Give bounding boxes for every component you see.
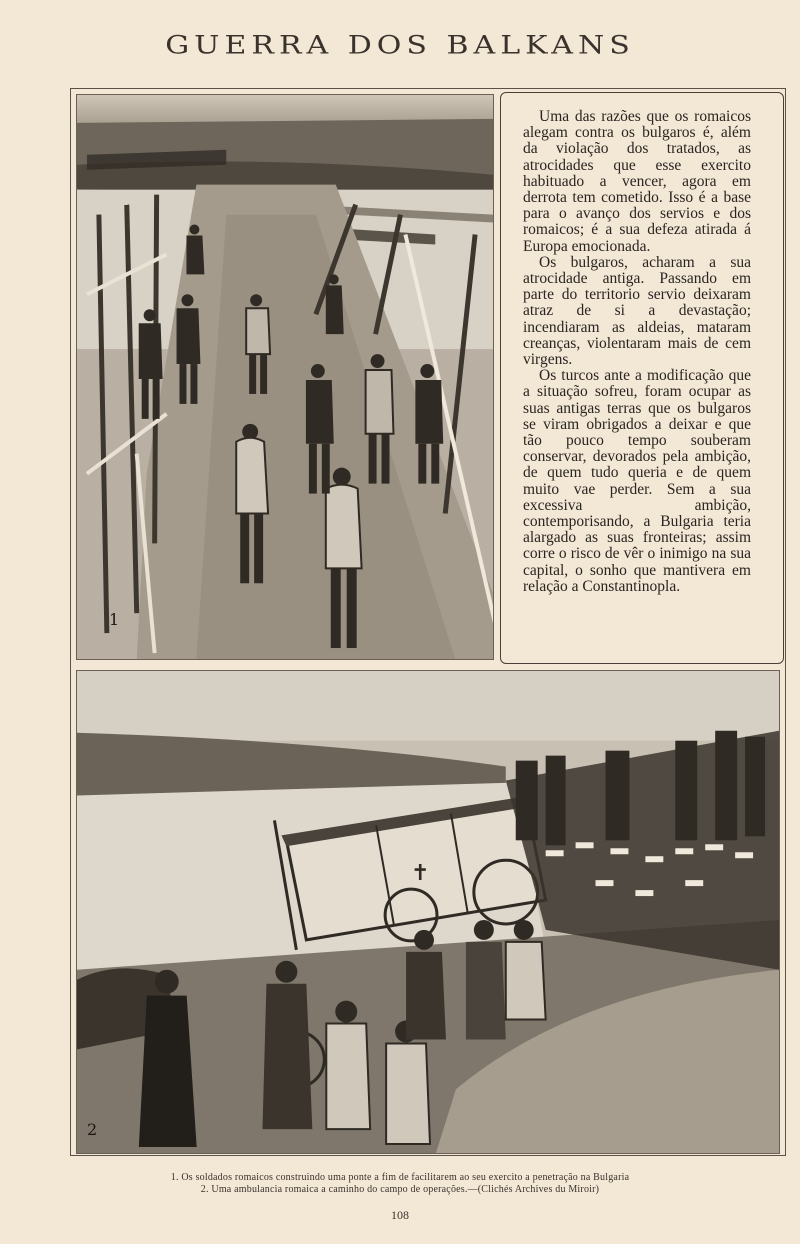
caption-line: 2. Uma ambulancia romaica a caminho do campo de operações.—(Clichés Archives du Miroir) <box>200 1184 600 1195</box>
page-number: 108 <box>391 1208 409 1222</box>
article-paragraph: Os bulgaros, acharam a sua atrocidade antiga. Passando em parte do territorio servio deixaram atraz de si a devastação; incendiaram as aldeias, mataram creanças, violentaram mais de cem virgens. <box>523 253 751 369</box>
photo-number: 1 <box>109 610 120 629</box>
photo-captions <box>0 1172 800 1196</box>
page-title: GUERRA DOS BALKANS <box>165 30 635 61</box>
ambulance-photo-illustration <box>77 671 779 1153</box>
photo-number: 2 <box>87 1120 98 1139</box>
photo-bridge-construction <box>76 94 494 660</box>
article-paragraph: Uma das razões que os romaicos alegam contra os bulgaros é, além da violação dos tratados, as atrocidades que esse exercito habituado a vencer, agora em derrota tem cometido. Isso é a base para o avanço dos servios e dos romaicos; é a sua defeza atirada á Europa emocionada. <box>523 108 751 255</box>
caption-line: 1. Os soldados romaicos construindo uma ponte a fim de facilitarem ao seu exercito a penetração na Bulgaria <box>170 1172 630 1183</box>
bridge-photo-illustration <box>77 95 493 659</box>
article-paragraph: Os turcos ante a modificação que a situação sofreu, foram ocupar as suas antigas terras que os bulgaros se viram obrigados a deixar e que tão pouco tempo souberam conservar, devorados pela ambição, de quem tudo queria e de quem muito vae perder. Sem a sua excessiva ambição, contemporisando, a Bulgaria teria alargado as suas fronteiras; assim corre o risco de vêr o inimigo na sua capital, o sonho que mantivera em relação a Constantinopla. <box>523 367 751 595</box>
photo-ambulance <box>76 670 780 1154</box>
article-text-box <box>500 92 784 664</box>
svg-text:✝: ✝ <box>411 861 430 887</box>
